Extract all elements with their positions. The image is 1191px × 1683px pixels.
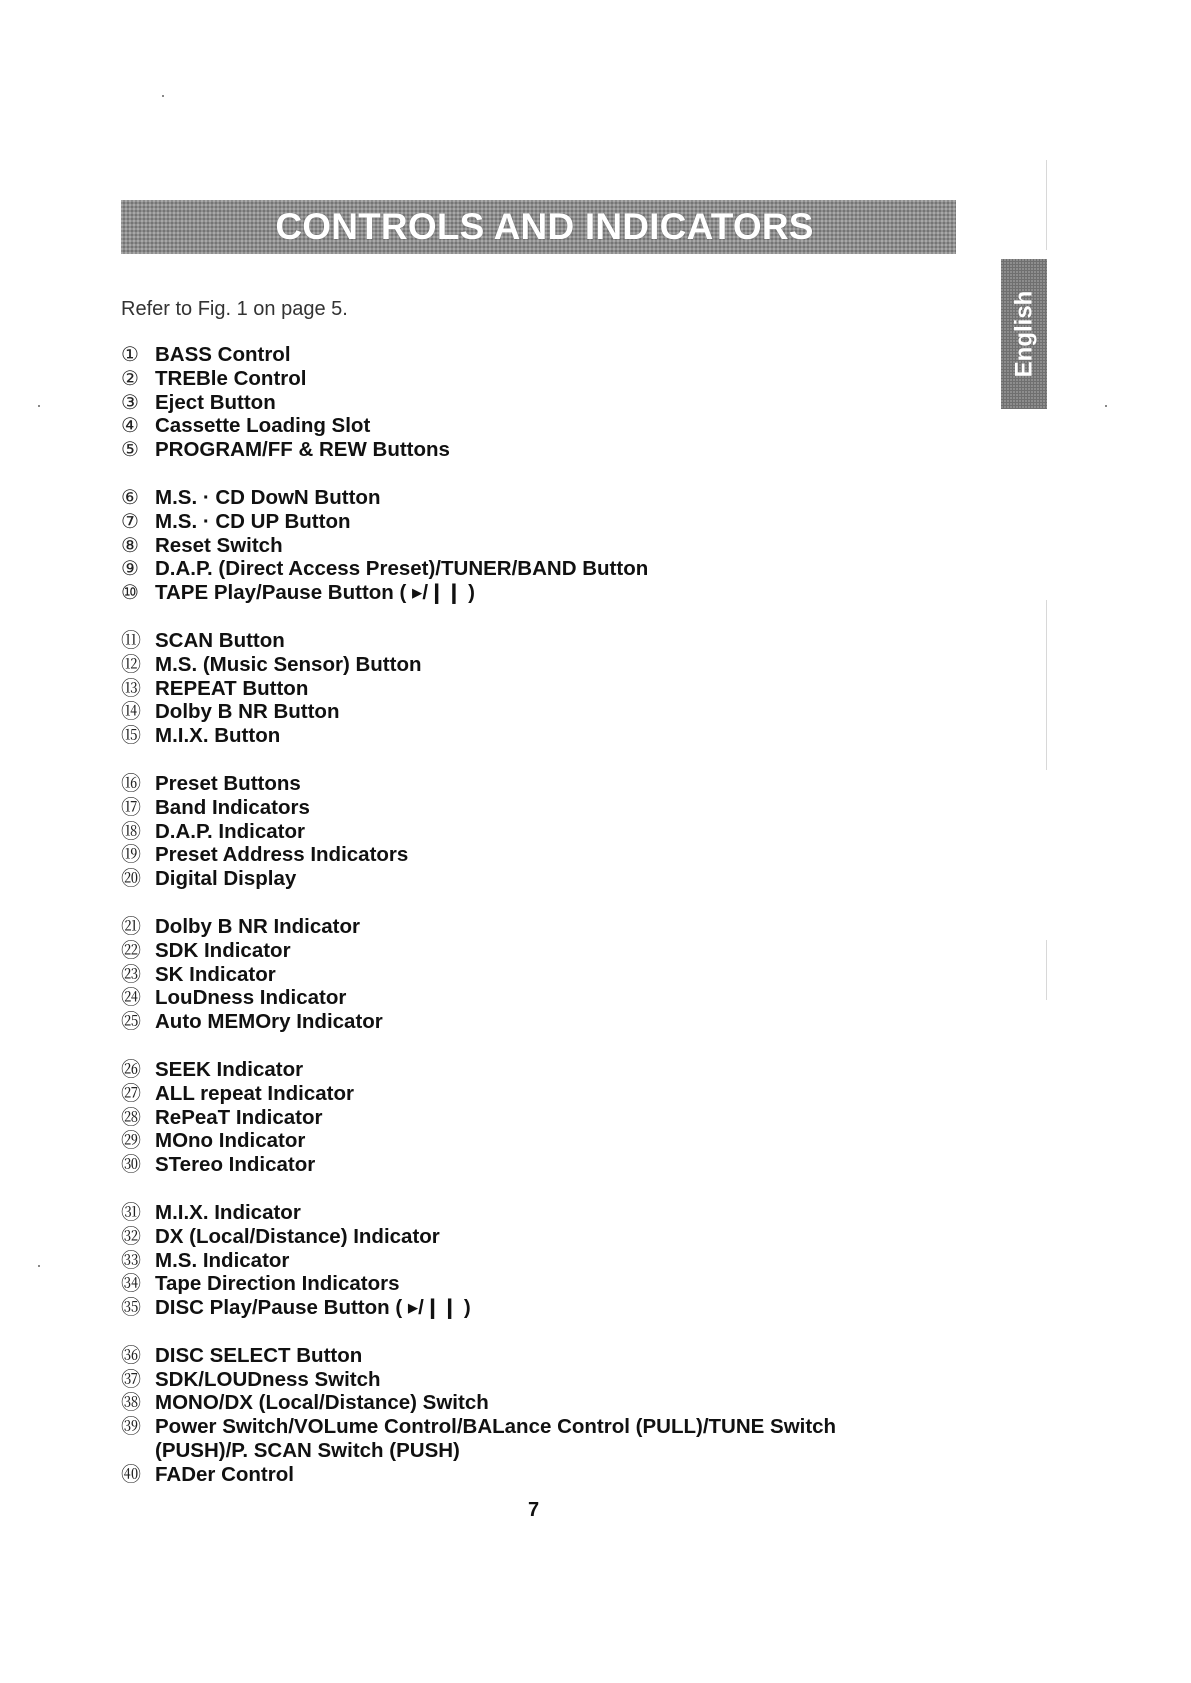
language-tab-label: English <box>1010 290 1038 378</box>
list-item <box>121 986 921 1010</box>
item-number: ⑤ <box>121 437 139 462</box>
item-number: ㊴ <box>121 1414 141 1439</box>
list-item <box>121 1129 921 1153</box>
item-number: ⑫ <box>121 651 141 676</box>
item-label: SCAN Button <box>155 628 285 652</box>
item-label: BASS Control <box>155 343 291 366</box>
item-number: ⑦ <box>121 508 139 533</box>
item-number: ⑬ <box>121 675 141 700</box>
list-item <box>121 1201 921 1225</box>
item-group <box>121 915 921 1034</box>
list-item <box>121 1344 921 1368</box>
list-item <box>121 1153 921 1177</box>
item-label: M.S. (Music Sensor) Button <box>155 652 422 676</box>
item-number: ⑩ <box>121 580 139 605</box>
item-label: D.A.P. Indicator <box>155 819 305 843</box>
list-item <box>121 677 921 701</box>
item-number: ㉗ <box>121 1080 141 1105</box>
item-label: M.I.X. Indicator <box>155 1200 301 1224</box>
list-item <box>121 629 921 653</box>
item-label: FADer Control <box>155 1462 294 1486</box>
intro-text: Refer to Fig. 1 on page 5. <box>121 298 348 320</box>
scan-speck <box>38 405 40 407</box>
item-group <box>121 629 921 748</box>
item-number: ② <box>121 365 139 390</box>
item-number: ⑪ <box>121 627 141 652</box>
list-item <box>121 414 921 438</box>
item-number: ㉛ <box>121 1199 141 1224</box>
item-number: ㉓ <box>121 961 141 986</box>
list-item <box>121 843 921 867</box>
item-number: ㉕ <box>121 1009 141 1034</box>
item-number: ㉘ <box>121 1104 141 1129</box>
list-item <box>121 1225 921 1249</box>
item-label: M.S. Indicator <box>155 1248 290 1272</box>
item-number: ① <box>121 342 139 366</box>
list-item <box>121 1010 921 1034</box>
list-item <box>121 1391 921 1415</box>
list-item <box>121 343 921 367</box>
item-number: ㉝ <box>121 1247 141 1272</box>
list-item <box>121 1463 921 1487</box>
page-title: CONTROLS AND INDICATORS <box>275 206 814 247</box>
item-group <box>121 343 921 462</box>
item-label: TAPE Play/Pause Button ( ▸/❙❙ ) <box>155 581 475 605</box>
item-number: ⑨ <box>121 556 139 581</box>
item-number: ⑱ <box>121 818 141 843</box>
item-label: SDK/LOUDness Switch <box>155 1367 381 1391</box>
item-label: Band Indicators <box>155 795 310 819</box>
item-label: D.A.P. (Direct Access Preset)/TUNER/BAND Button <box>155 557 649 581</box>
item-label: DISC SELECT Button <box>155 1343 363 1367</box>
item-label: LouDness Indicator <box>155 986 347 1010</box>
item-number: ⑥ <box>121 484 139 509</box>
item-number: ㊳ <box>121 1390 141 1415</box>
item-number: ㊲ <box>121 1366 141 1391</box>
item-number: ⑧ <box>121 532 139 557</box>
item-label: Reset Switch <box>155 533 283 557</box>
scan-speck <box>38 1265 40 1267</box>
item-number: ⑭ <box>121 699 141 724</box>
item-label: Tape Direction Indicators <box>155 1272 400 1296</box>
page-edge-line <box>1046 940 1047 1000</box>
item-label: SK Indicator <box>155 962 276 986</box>
item-number: ㉖ <box>121 1056 141 1081</box>
list-item <box>121 772 921 796</box>
list-item <box>121 963 921 987</box>
list-item <box>121 1058 921 1082</box>
item-label: Cassette Loading Slot <box>155 414 371 438</box>
list-item <box>121 1368 921 1392</box>
controls-list <box>121 343 921 1511</box>
scan-speck <box>1105 405 1107 407</box>
list-item <box>121 534 921 558</box>
item-label: TREBle Control <box>155 366 307 390</box>
item-group <box>121 486 921 605</box>
list-item <box>121 867 921 891</box>
item-label: DISC Play/Pause Button ( ▸/❙❙ ) <box>155 1296 471 1320</box>
item-label: Preset Address Indicators <box>155 843 409 867</box>
item-label: REPEAT Button <box>155 676 309 700</box>
item-label: STereo Indicator <box>155 1153 316 1177</box>
item-label: DX (Local/Distance) Indicator <box>155 1224 440 1248</box>
item-number: ㉟ <box>121 1295 141 1320</box>
item-number: ③ <box>121 389 139 414</box>
list-item <box>121 796 921 820</box>
list-item <box>121 1296 921 1320</box>
list-item <box>121 1082 921 1106</box>
item-number: ⑮ <box>121 723 141 748</box>
item-number: ⑯ <box>121 770 141 795</box>
list-item <box>121 557 921 581</box>
item-group <box>121 1058 921 1177</box>
list-item <box>121 915 921 939</box>
list-item <box>121 1106 921 1130</box>
list-item <box>121 486 921 510</box>
item-label: Preset Buttons <box>155 771 301 795</box>
item-label: M.S. · CD DowN Button <box>155 485 381 509</box>
list-item <box>121 438 921 462</box>
item-label: Power Switch/VOLume Control/BALance Control (PULL)/TUNE Switch (PUSH)/P. SCAN Switch (PUSH) <box>155 1415 837 1463</box>
item-number: ㉙ <box>121 1128 141 1153</box>
item-label: ALL repeat Indicator <box>155 1081 354 1105</box>
item-label: M.S. · CD UP Button <box>155 509 351 533</box>
item-label: MOno Indicator <box>155 1129 306 1153</box>
page-edge-line <box>1046 600 1047 770</box>
list-item <box>121 724 921 748</box>
list-item <box>121 367 921 391</box>
item-label: Dolby B NR Button <box>155 700 340 724</box>
scan-speck <box>162 95 164 97</box>
item-group <box>121 1344 921 1487</box>
language-tab <box>1001 259 1047 409</box>
page-edge-line <box>1046 160 1047 250</box>
item-group <box>121 1201 921 1320</box>
item-group <box>121 772 921 891</box>
item-label: MONO/DX (Local/Distance) Switch <box>155 1391 489 1415</box>
list-item <box>121 1415 921 1463</box>
title-banner <box>121 200 956 254</box>
item-label: Dolby B NR Indicator <box>155 914 361 938</box>
list-item <box>121 510 921 534</box>
list-item <box>121 653 921 677</box>
list-item <box>121 1249 921 1273</box>
item-label: PROGRAM/FF & REW Buttons <box>155 438 450 462</box>
page-number: 7 <box>528 1499 540 1521</box>
item-number: ⑰ <box>121 794 141 819</box>
list-item <box>121 581 921 605</box>
item-number: ㉔ <box>121 985 141 1010</box>
item-number: ④ <box>121 413 139 438</box>
item-label: Eject Button <box>155 390 276 414</box>
list-item <box>121 391 921 415</box>
item-number: ㉒ <box>121 937 141 962</box>
item-label: SEEK Indicator <box>155 1057 304 1081</box>
list-item <box>121 1272 921 1296</box>
item-number: ㉞ <box>121 1271 141 1296</box>
item-number: ㉚ <box>121 1152 141 1177</box>
item-label: M.I.X. Button <box>155 724 281 748</box>
item-label: Auto MEMOry Indicator <box>155 1010 383 1034</box>
item-number: ㉑ <box>121 913 141 938</box>
item-number: ⑳ <box>121 866 141 891</box>
item-number: ㉜ <box>121 1223 141 1248</box>
list-item <box>121 939 921 963</box>
item-number: ㊱ <box>121 1342 141 1367</box>
item-label: SDK Indicator <box>155 938 291 962</box>
item-label: Digital Display <box>155 867 297 891</box>
item-label: RePeaT Indicator <box>155 1105 323 1129</box>
item-number: ⑲ <box>121 842 141 867</box>
list-item <box>121 700 921 724</box>
list-item <box>121 820 921 844</box>
item-number: ㊵ <box>121 1461 141 1486</box>
